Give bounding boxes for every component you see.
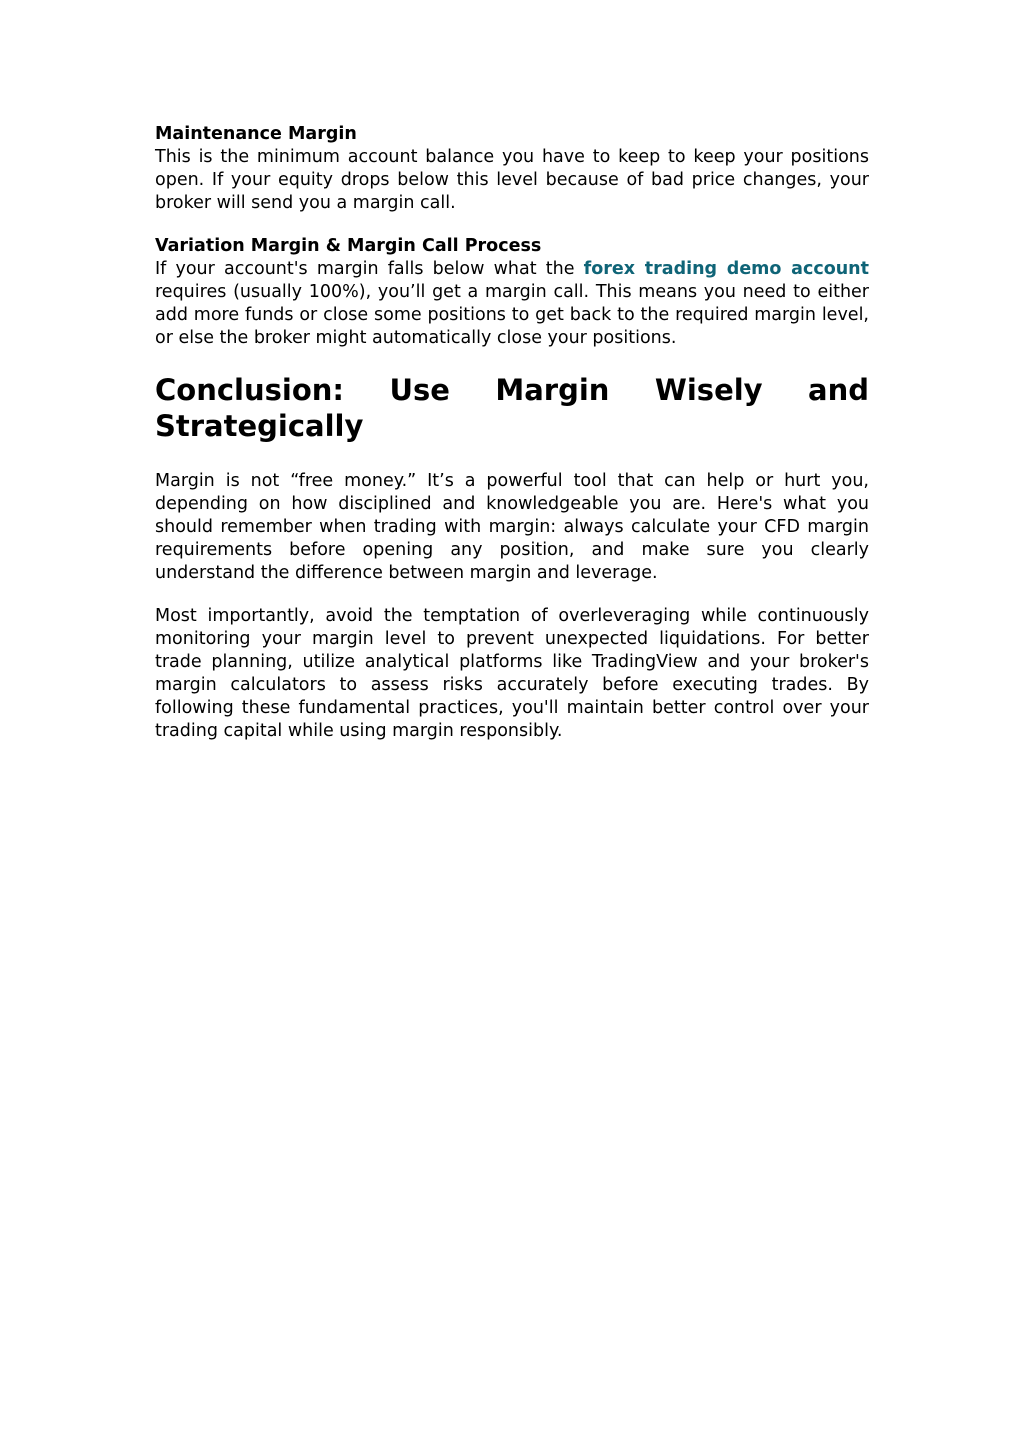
variation-text-after-link: requires (usually 100%), you’ll get a margin call. This means you need to either add more funds or close some positions to get back to the required margin level, or else the broker might automatically close your positions.	[155, 282, 869, 348]
variation-text-before-link: If your account's margin falls below what the	[155, 259, 584, 279]
forex-demo-account-link[interactable]: forex trading demo account	[583, 259, 870, 279]
spacer	[155, 444, 869, 470]
variation-margin-heading: Variation Margin & Margin Call Process	[155, 236, 542, 256]
conclusion-heading: Conclusion: Use Margin Wisely and Strategically	[155, 373, 869, 443]
spacer	[155, 350, 869, 372]
conclusion-paragraph-1: Margin is not “free money.” It’s a powerful tool that can help or hurt you, depending on how disciplined and knowledgeable you are. Here's what you should remember when trading with margin: always calculate your CFD margin requirements before opening any position, and make sure you clearly understand the difference between margin and leverage.	[155, 471, 869, 583]
variation-margin-paragraph	[155, 258, 869, 350]
document-page	[155, 123, 869, 743]
spacer	[155, 585, 869, 605]
spacer	[155, 215, 869, 235]
conclusion-paragraph-2: Most importantly, avoid the temptation of overleveraging while continuously monitoring your margin level to prevent unexpected liquidations. For better trade planning, utilize analytical platforms like TradingView and your broker's margin calculators to assess risks accurately before executing trades. By following these fundamental practices, you'll maintain better control over your trading capital while using margin responsibly.	[155, 606, 869, 741]
maintenance-margin-heading: Maintenance Margin	[155, 124, 357, 144]
maintenance-margin-paragraph: This is the minimum account balance you have to keep to keep your positions open. If your equity drops below this level because of bad price changes, your broker will send you a margin call.	[155, 147, 869, 213]
